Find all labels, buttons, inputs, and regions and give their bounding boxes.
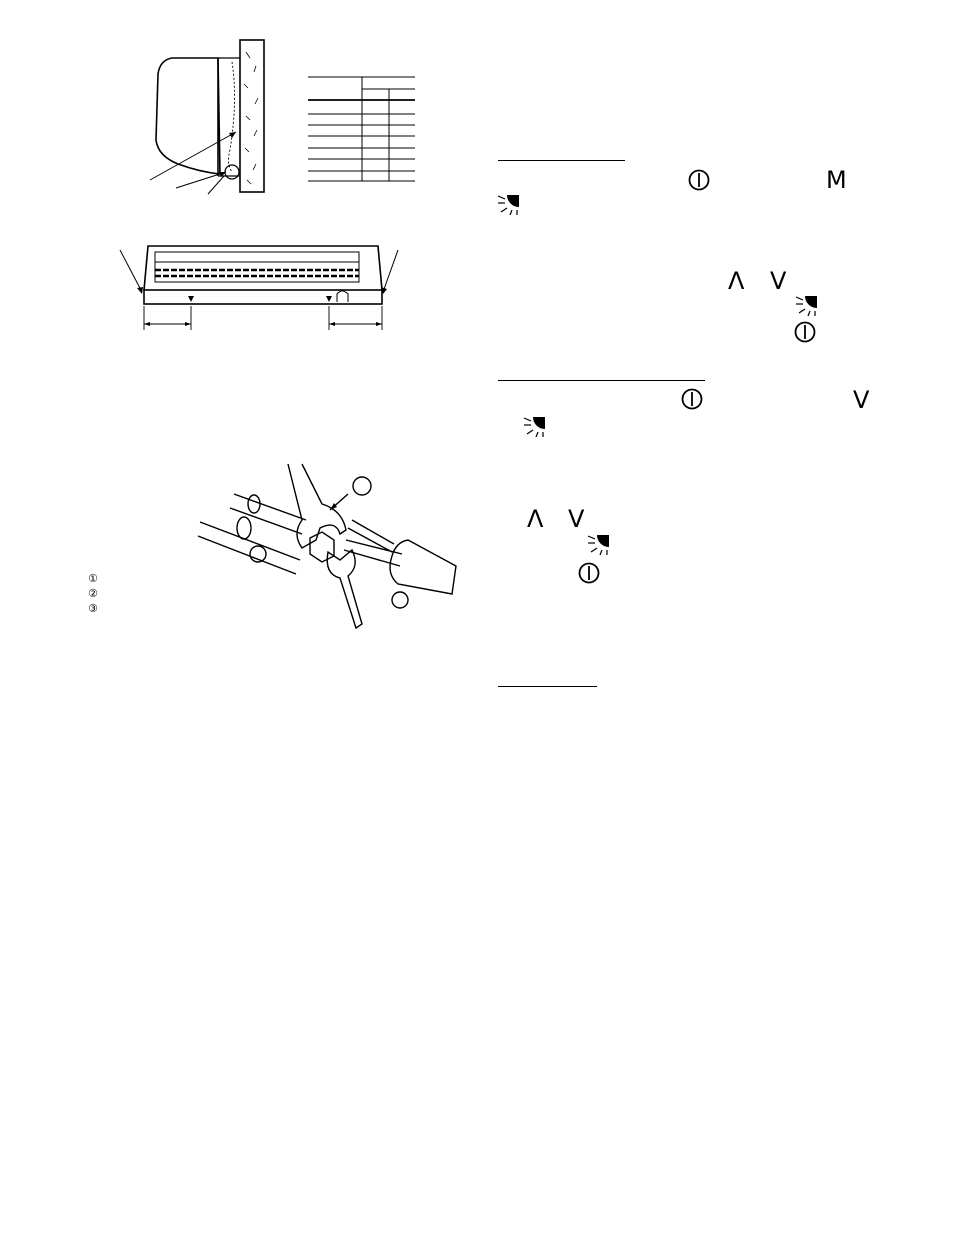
up-button-glyph: Λ [527,505,544,533]
legend-marker-3: ③ [88,602,98,615]
mode-button-glyph: M [826,166,847,194]
heating-sun-icon [795,294,819,316]
section-heading-rule-2 [498,380,705,381]
down-button-glyph: V [853,386,870,414]
power-button-icon [681,388,703,410]
legend-marker-1: ① [88,572,98,585]
heating-sun-icon [523,415,547,437]
heating-sun-icon [587,533,611,555]
power-button-icon [794,321,816,343]
power-button-icon [688,169,710,191]
section-heading-rule-1 [498,160,625,161]
down-button-glyph: V [568,505,585,533]
legend-marker-2: ② [88,587,98,600]
down-button-glyph: V [770,267,787,295]
up-button-glyph: Λ [728,267,745,295]
power-button-icon [578,562,600,584]
heating-sun-icon [497,193,521,215]
section-heading-rule-3 [498,686,597,687]
